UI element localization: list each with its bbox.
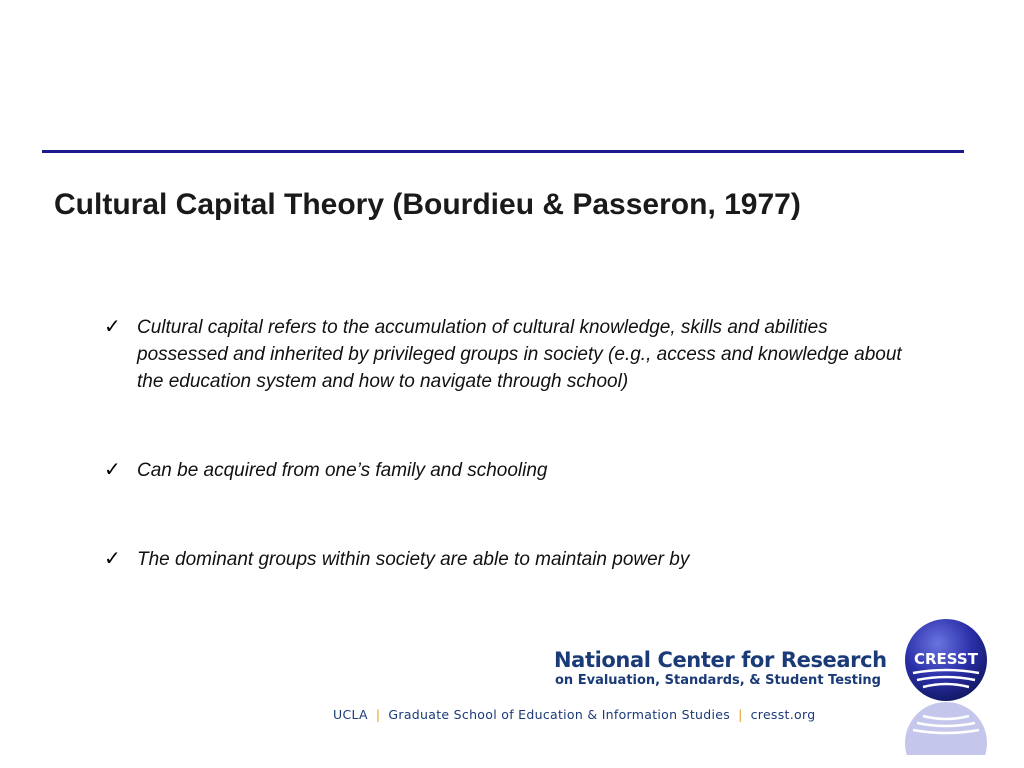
slide-title: Cultural Capital Theory (Bourdieu & Passeron, 1977) <box>54 188 801 221</box>
logo-text: CRESST <box>914 650 978 668</box>
affiliation-ucla: UCLA <box>333 707 368 722</box>
affiliation-school: Graduate School of Education & Information Studies <box>388 707 731 722</box>
affiliation-line <box>333 707 815 722</box>
bullet-list <box>104 314 904 589</box>
bullet-item <box>104 546 904 573</box>
title-rule <box>42 150 964 153</box>
checkmark-icon: ✓ <box>104 546 121 570</box>
separator: | <box>375 707 381 722</box>
bullet-text: The dominant groups within society are able to maintain power by <box>137 549 690 570</box>
cresst-logo-icon <box>903 617 989 703</box>
logo-reflection <box>903 700 989 755</box>
separator: | <box>738 707 743 722</box>
affiliation-url[interactable]: cresst.org <box>750 707 816 722</box>
org-name: National Center for Research <box>554 648 887 672</box>
bullet-text: Cultural capital refers to the accumulation of cultural knowledge, skills and abilities possessed and inherited by privileged groups in society (e.g., access and knowledge about the education system and how to navigate through school) <box>137 317 902 392</box>
org-subtitle: on Evaluation, Standards, & Student Testing <box>555 673 881 688</box>
checkmark-icon: ✓ <box>104 314 121 338</box>
bullet-item <box>104 314 904 395</box>
checkmark-icon: ✓ <box>104 457 121 481</box>
bullet-text: Can be acquired from one’s family and schooling <box>137 460 548 481</box>
bullet-item <box>104 457 904 484</box>
